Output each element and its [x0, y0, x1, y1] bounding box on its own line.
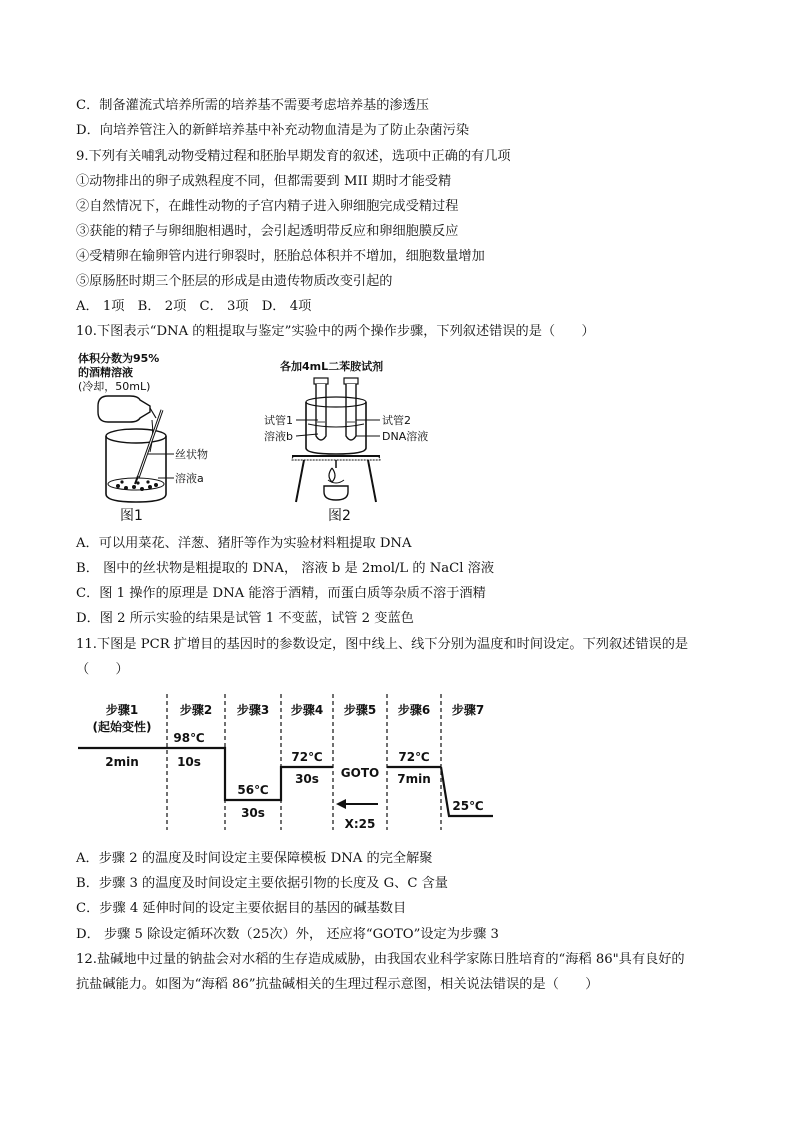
- q9-options: A． 1项 B． 2项 C． 3项 D． 4项: [76, 299, 312, 314]
- pcr-s5-goto: GOTO: [340, 766, 380, 780]
- fig1-label-solution: 溶液a: [175, 472, 204, 485]
- figure-2: [262, 356, 452, 526]
- left-arrow-icon: [336, 799, 378, 809]
- pcr-step-4: 步骤4: [290, 703, 324, 717]
- figure-1: [78, 348, 248, 526]
- q12-stem-2: 抗盐碱能力。如图为“海稻 86”抗盐碱相关的生理过程示意图，相关说法错误的是（ ）: [76, 977, 599, 992]
- pcr-s4-time: 30s: [295, 772, 319, 786]
- test-tube-2-icon: [344, 378, 358, 440]
- pcr-s6-time: 7min: [397, 772, 431, 786]
- fig1-label-fiber: 丝状物: [175, 448, 208, 461]
- pcr-step-6: 步骤6: [397, 703, 431, 717]
- pcr-s2-time: 10s: [177, 755, 201, 769]
- pcr-program-diagram: [78, 690, 498, 835]
- q9-item-2: ②自然情况下，在雌性动物的子宫内精子进入卵细胞完成受精过程: [76, 199, 459, 214]
- fig2-label-dna: DNA溶液: [382, 430, 429, 443]
- pcr-s1-time: 2min: [105, 755, 139, 769]
- fig2-label-tube1: 试管1: [264, 414, 293, 427]
- fig2-label-tube2: 试管2: [382, 414, 411, 427]
- q9-item-5: ⑤原肠胚时期三个胚层的形成是由遗传物质改变引起的: [76, 274, 393, 289]
- fig1-label-3: (冷却，50mL): [78, 380, 151, 393]
- pcr-s7-temp: 25℃: [452, 799, 484, 813]
- q8-option-d: D．向培养管注入的新鲜培养基中补充动物血清是为了防止杂菌污染: [76, 123, 470, 138]
- q9-stem: 9.下列有关哺乳动物受精过程和胚胎早期发育的叙述，选项中正确的有几项: [76, 149, 511, 164]
- pcr-step-3: 步骤3: [236, 703, 270, 717]
- pcr-s4-temp: 72℃: [291, 750, 323, 764]
- fig1-label-1: 体积分数为95%: [78, 352, 160, 365]
- q10-option-c: C．图 1 操作的原理是 DNA 能溶于酒精，而蛋白质等杂质不溶于酒精: [76, 586, 486, 601]
- q11-stem: 11.下图是 PCR 扩增目的基因时的参数设定，图中线上、线下分别为温度和时间设定。下列叙述错误的是: [76, 637, 689, 652]
- fig2-caption: 图2: [328, 508, 351, 524]
- q10-option-d: D．图 2 所示实验的结果是试管 1 不变蓝，试管 2 变蓝色: [76, 611, 414, 626]
- pcr-s6-temp: 72℃: [398, 750, 430, 764]
- test-tube-1-icon: [314, 378, 328, 440]
- q8-option-c: C．制备灌流式培养所需的培养基不需要考虑培养基的渗透压: [76, 98, 429, 113]
- pcr-step-2: 步骤2: [179, 703, 213, 717]
- pcr-s3-temp: 56℃: [237, 783, 269, 797]
- fig1-caption: 图1: [120, 508, 143, 524]
- pcr-s2-temp: 98℃: [173, 731, 205, 745]
- pcr-step-7: 步骤7: [451, 703, 485, 717]
- pcr-step-5: 步骤5: [343, 703, 377, 717]
- alcohol-lamp-icon: [324, 468, 348, 500]
- q11-option-d: D． 步骤 5 除设定循环次数（25次）外， 还应将“GOTO”设定为步骤 3: [76, 927, 499, 942]
- pcr-step-1: 步骤1: [105, 703, 139, 717]
- q10-option-b: B． 图中的丝状物是粗提取的 DNA， 溶液 b 是 2mol/L 的 NaCl 溶液: [76, 561, 495, 576]
- water-bath-icon: [306, 397, 366, 454]
- q11-option-b: B．步骤 3 的温度及时间设定主要依据引物的长度及 G、C 含量: [76, 876, 448, 891]
- fig1-label-2: 的酒精溶液: [78, 366, 133, 379]
- q10-option-a: A．可以用菜花、洋葱、猪肝等作为实验材料粗提取 DNA: [76, 536, 412, 551]
- pcr-s3-time: 30s: [241, 806, 265, 820]
- fig2-top-label: 各加4mL二苯胺试剂: [280, 360, 384, 373]
- q9-item-1: ①动物排出的卵子成熟程度不同，但都需要到 MII 期时才能受精: [76, 174, 452, 189]
- fig2-label-solution-b: 溶液b: [264, 430, 293, 443]
- q9-item-3: ③获能的精子与卵细胞相遇时，会引起透明带反应和卵细胞膜反应: [76, 224, 459, 239]
- pcr-step-1-sub: (起始变性): [92, 720, 152, 734]
- glass-rod-icon: [135, 410, 162, 484]
- q11-option-a: A．步骤 2 的温度及时间设定主要保障模板 DNA 的完全解聚: [76, 851, 433, 866]
- q12-stem: 12.盐碱地中过量的钠盐会对水稻的生存造成威胁，由我国农业科学家陈日胜培育的“海稻 86"具有良好的: [76, 952, 685, 967]
- beaker-icon: [106, 429, 166, 502]
- q11-paren: （ ）: [76, 662, 129, 677]
- q11-option-c: C．步骤 4 延伸时间的设定主要依据目的基因的碱基数目: [76, 901, 407, 916]
- q10-stem: 10.下图表示“DNA 的粗提取与鉴定”实验中的两个操作步骤，下列叙述错误的是（ ）: [76, 324, 595, 339]
- pcr-s5-cycles: X:25: [344, 817, 376, 831]
- q9-item-4: ④受精卵在输卵管内进行卵裂时，胚胎总体积并不增加，细胞数量增加: [76, 249, 485, 264]
